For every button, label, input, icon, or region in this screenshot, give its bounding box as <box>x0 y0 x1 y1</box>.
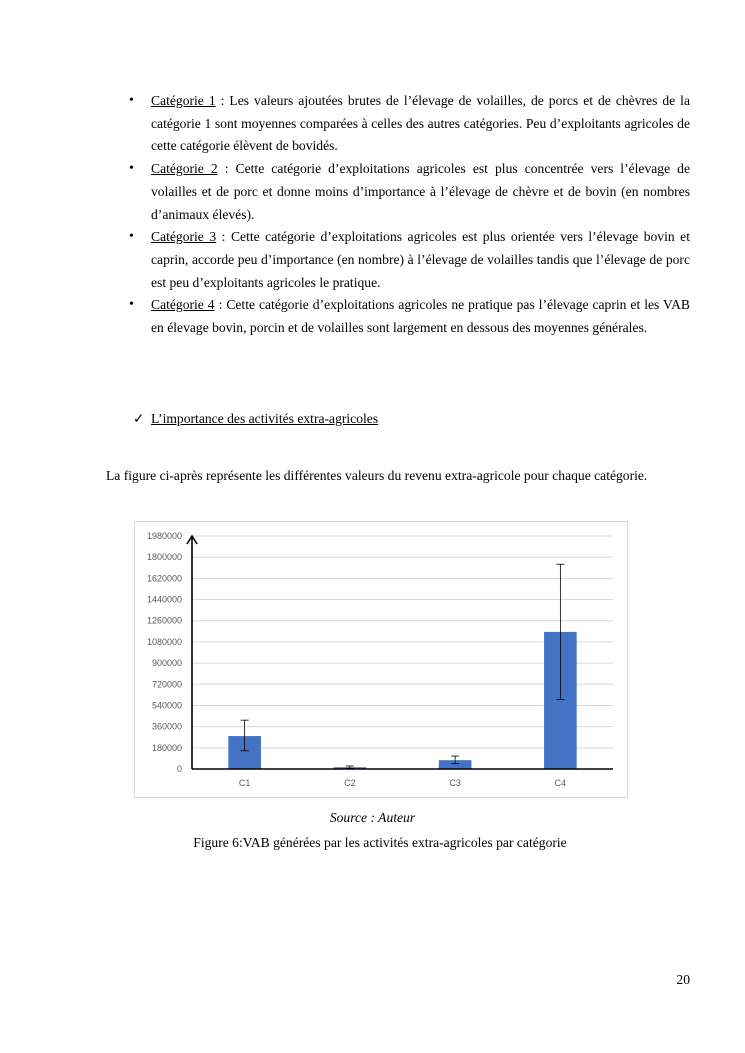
bullet-text: : Cette catégorie d’exploitations agricoles ne pratique pas l’élevage caprin et les VAB en élevage bovin, porcin et de volailles sont largement en dessous des moyennes générales. <box>151 297 690 336</box>
y-tick-label: 1260000 <box>146 615 182 626</box>
bullet-item-category-2 <box>151 158 690 226</box>
y-tick-label: 1980000 <box>146 531 182 541</box>
y-tick-label: 180000 <box>151 742 182 753</box>
y-tick-label: 1620000 <box>146 573 182 584</box>
bullet-text: : Les valeurs ajoutées brutes de l’élevage de volailles, de porcs et de chèvres de la catégorie 1 sont moyennes comparées à celles des autres catégories. Peu d’exploitants agricoles de cette catégorie élèvent de bovidés. <box>151 93 690 154</box>
y-tick-label: 1080000 <box>146 636 182 647</box>
figure-caption: Figure 6:VAB générées par les activités extra-agricoles par catégorie <box>193 835 567 850</box>
bullet-item-category-3 <box>151 226 690 294</box>
x-tick-label: C4 <box>554 778 567 788</box>
bullet-item-category-4 <box>151 294 690 339</box>
bullet-text: : Cette catégorie d’exploitations agricoles est plus concentrée vers l’élevage de volailles et de porc et donne moins d’importance à l’élevage de chèvre et de bovin (en nombres d’animaux élevés). <box>151 161 690 222</box>
page-number: 20 <box>676 972 690 987</box>
bullet-label: Catégorie 4 <box>151 297 215 313</box>
bullet-text: : Cette catégorie d’exploitations agricoles est plus orientée vers l’élevage bovin et caprin, accorde peu d’importance (en nombre) à l’élevage de volailles tandis que l’élevage de porc est peu d’exploitants agricoles le pratique. <box>151 229 690 290</box>
y-tick-label: 0 <box>176 764 182 774</box>
y-tick-label: 900000 <box>151 658 182 669</box>
y-tick-label: 360000 <box>151 721 182 732</box>
x-tick-label: C1 <box>238 778 251 788</box>
bar-chart <box>134 521 628 798</box>
bullet-label: Catégorie 3 <box>151 229 217 245</box>
bullet-label: Catégorie 1 <box>151 93 216 108</box>
bullet-item-category-1 <box>151 90 690 158</box>
checkmark-icon: ✓ <box>133 411 145 426</box>
category-bullet-list <box>151 90 690 340</box>
y-tick-label: 540000 <box>151 700 182 711</box>
bar-chart-svg <box>135 522 627 797</box>
section-subheading <box>133 408 378 430</box>
figure-source: Source : Auteur <box>329 810 416 825</box>
bullet-label: Catégorie 2 <box>151 161 218 177</box>
y-tick-label: 720000 <box>151 679 182 690</box>
x-tick-label: C3 <box>449 778 461 788</box>
intro-paragraph: La figure ci-après représente les différentes valeurs du revenu extra-agricole pour chaque catégorie. <box>106 468 648 483</box>
y-tick-label: 1440000 <box>146 594 182 605</box>
subheading-text: L’importance des activités extra-agricoles <box>151 411 379 426</box>
x-tick-label: C2 <box>344 778 356 788</box>
y-tick-label: 1800000 <box>146 552 182 563</box>
